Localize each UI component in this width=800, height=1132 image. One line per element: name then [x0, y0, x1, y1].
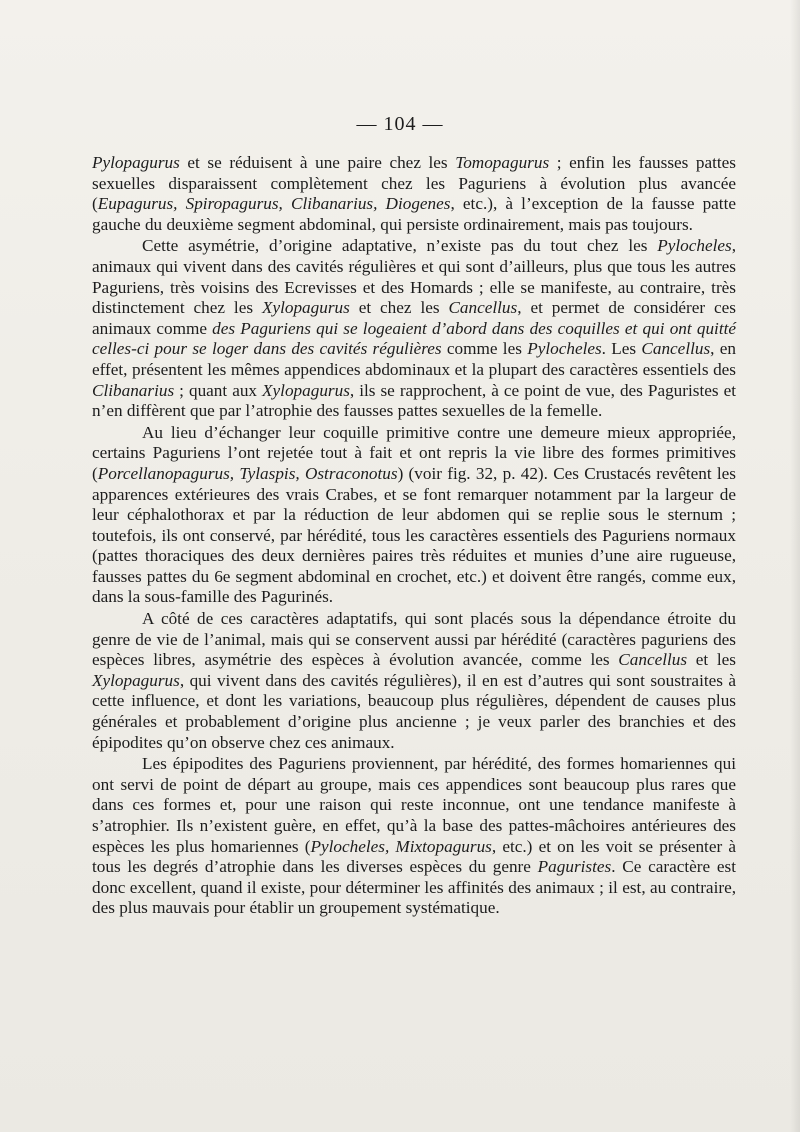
text-run: et les — [687, 650, 736, 670]
page-number: — 104 — — [356, 113, 444, 135]
text-run: , en effet, présentent les mêmes appendices abdominaux et la plupart des caractères essentiels des — [92, 339, 736, 379]
italic-text-run: Xylopagurus — [262, 380, 350, 400]
text-run: Les épipodites des Paguriens proviennent, par hérédité, des formes homariennes qui ont servi de point de départ au groupe, mais ces appendices sont beaucoup plus rares que dans ces formes et, pour une raison qui reste inconnue, ont une tendance manifeste à s’atrophier. Ils n’existent guère, en effet, qu’à la base des pattes-mâchoires antérieures des espèces les plus homariennes ( — [92, 754, 736, 856]
text-run: et se réduisent à une paire chez les — [179, 153, 456, 172]
text-run: Au lieu d’échanger leur coquille primitive contre une demeure mieux appropriée, certains Paguriens l’ont rejetée tout à fait et ont repris la vie libre des formes primitives ( — [92, 422, 736, 483]
text-run: , ils se rapprochent, à ce point de vue, des Paguristes et n’en diffèrent que par l’atrophie des fausses pattes sexuelles de la femelle. — [92, 380, 736, 421]
text-run: . Les — [601, 339, 642, 359]
text-run: ) (voir fig. 32, p. 42). Ces Crustacés revêtent les apparences extérieures des vrais Crabes, et se font remarquer notamment par la largeur de leur céphalothorax et par la réduction de leur abdomen qui se replie sous le sternum ; toutefois, ils ont conservé, par hérédité, tous les caractères essentiels des Paguriens normaux (pattes thoraciques des deux dernières paires très réduites et munies d’une aire rugueuse, fausses pattes du 6e segment abdominal en crochet, etc.) et doivent être rangés, comme eux, dans la sous-famille des Pagurinés. — [92, 463, 737, 607]
text-run: , animaux qui vivent dans des cavités régulières et qui sont d’ailleurs, plus que tous les autres Paguriens, très voisins des Ecrevisses et des Homards ; elle se manifeste, au contraire, très distinctement chez les — [92, 236, 736, 318]
italic-text-run: Pylocheles — [527, 339, 602, 359]
italic-text-run: Xylopagurus — [261, 298, 350, 318]
italic-text-run: Pylocheles, Mixtopagurus — [310, 836, 492, 856]
paragraph-4 — [92, 609, 736, 753]
italic-text-run: Cancellus — [641, 339, 711, 359]
paragraph-1 — [92, 153, 736, 235]
italic-text-run: Tomopagurus — [455, 153, 550, 172]
text-run: Cette asymétrie, d’origine adaptative, n’existe pas du tout chez les — [142, 236, 658, 256]
text-run: A côté de ces caractères adaptatifs, qui sont placés sous la dépendance étroite du genre de vie de l’animal, mais qui se conservent aussi par hérédité (caractères paguriens des espèces libres, asymétrie des espèces à évolution avancée, comme les — [92, 609, 736, 670]
text-run: . Ce caractère est donc excellent, quand il existe, pour déterminer les affinités des animaux ; il est, au contraire, des plus mauvais pour établir un groupement systématique. — [92, 857, 736, 918]
text-run: comme les — [441, 339, 528, 359]
paragraph-3 — [92, 423, 736, 608]
text-run: , qui vivent dans des cavités régulières), il en est d’autres qui sont soustraites à cette influence, et dont les variations, beaucoup plus régulières, dépendent de causes plus générales et probablement d’origine plus ancienne ; je veux parler des branchies et des épipodites qu’on observe chez ces animaux. — [92, 670, 736, 752]
italic-text-run: Eupagurus, Spiropagurus, Clibanarius, Diogenes — [97, 194, 451, 214]
italic-text-run: Cancellus — [448, 298, 518, 318]
italic-text-run: Clibanarius — [92, 380, 175, 400]
body-text — [92, 153, 736, 920]
paragraph-5 — [92, 754, 736, 919]
italic-text-run: Pylocheles — [657, 236, 732, 256]
italic-text-run: Pylopagurus — [92, 153, 180, 172]
italic-text-run: des Paguriens qui se logeaient d’abord dans des coquilles et qui ont quitté celles-ci pour se loger dans des cavités régulières — [92, 318, 736, 359]
page-edge-shadow — [790, 0, 800, 1132]
paragraph-2 — [92, 236, 736, 421]
text-run: , etc.) et on les voit se présenter à tous les degrés d’atrophie dans les diverses espèces du genre — [92, 836, 736, 877]
italic-text-run: Xylopagurus — [92, 670, 180, 690]
italic-text-run: Cancellus — [618, 650, 688, 670]
text-run: et chez les — [349, 298, 449, 318]
text-run: , et permet de considérer ces animaux comme — [92, 298, 736, 338]
text-run: , etc.), à l’exception de la fausse patte gauche du deuxième segment abdominal, qui persiste ordinairement, mais pas toujours. — [92, 194, 736, 234]
italic-text-run: Porcellanopagurus, Tylaspis, Ostraconotus — [97, 463, 398, 483]
italic-text-run: Paguristes — [537, 857, 612, 877]
text-run: ; enfin les fausses pattes sexuelles disparaissent complètement chez les Paguriens à évolution plus avancée ( — [92, 153, 736, 214]
text-run: ; quant aux — [174, 380, 263, 400]
